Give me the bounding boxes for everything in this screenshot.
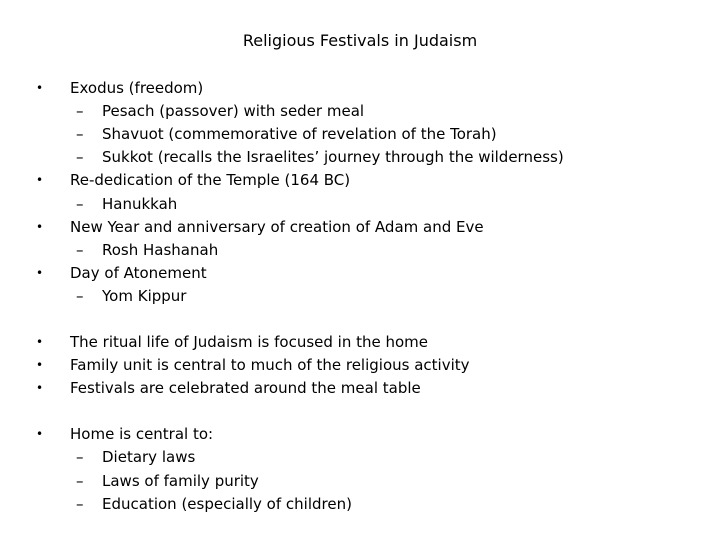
sub-item-text: Rosh Hashanah bbox=[102, 240, 219, 259]
bullet-marker: • bbox=[36, 358, 44, 373]
sub-item-text: Dietary laws bbox=[102, 448, 196, 467]
dash-marker: – bbox=[76, 125, 84, 144]
bullet-marker: • bbox=[36, 335, 44, 349]
sub-item-text: Yom Kippur bbox=[102, 286, 187, 305]
dash-marker: – bbox=[76, 494, 84, 513]
dash-marker: – bbox=[76, 448, 84, 467]
sub-item-text: Sukkot (recalls the Israelites’ journey through the wilderness) bbox=[102, 148, 564, 167]
sub-item-text: Education (especially of children) bbox=[102, 494, 352, 513]
sub-item-text: Pesach (passover) with seder meal bbox=[102, 102, 365, 121]
bullet-item-text: Festivals are celebrated around the meal table bbox=[70, 379, 421, 398]
bullet-item-text: Re-dedication of the Temple (164 BC) bbox=[70, 171, 351, 190]
dash-marker: – bbox=[76, 148, 84, 167]
bullet-item-text: Family unit is central to much of the religious activity bbox=[70, 356, 470, 375]
bullet-marker: • bbox=[36, 381, 44, 396]
bullet-item-text: Day of Atonement bbox=[70, 263, 207, 282]
dash-marker: – bbox=[76, 471, 84, 490]
bullet-marker: • bbox=[36, 427, 44, 442]
sub-item-text: Laws of family purity bbox=[102, 471, 259, 490]
dash-marker: – bbox=[76, 102, 84, 121]
dash-marker: – bbox=[76, 240, 84, 259]
bullet-marker: • bbox=[36, 265, 44, 280]
dash-marker: – bbox=[76, 194, 84, 213]
sub-item-text: Hanukkah bbox=[102, 194, 178, 213]
bullet-marker: • bbox=[36, 219, 44, 234]
bullet-item-text: Exodus (freedom) bbox=[70, 79, 204, 97]
sub-item-text: Shavuot (commemorative of revelation of the Torah) bbox=[102, 125, 497, 144]
bullet-item-text: Home is central to: bbox=[70, 425, 214, 444]
slide-title: Religious Festivals in Judaism bbox=[242, 31, 478, 50]
bullet-item-text: The ritual life of Judaism is focused in the home bbox=[70, 333, 429, 351]
bullet-marker: • bbox=[36, 81, 44, 95]
bullet-marker: • bbox=[36, 173, 44, 188]
bullet-item-text: New Year and anniversary of creation of Adam and Eve bbox=[70, 217, 484, 236]
dash-marker: – bbox=[76, 286, 84, 305]
